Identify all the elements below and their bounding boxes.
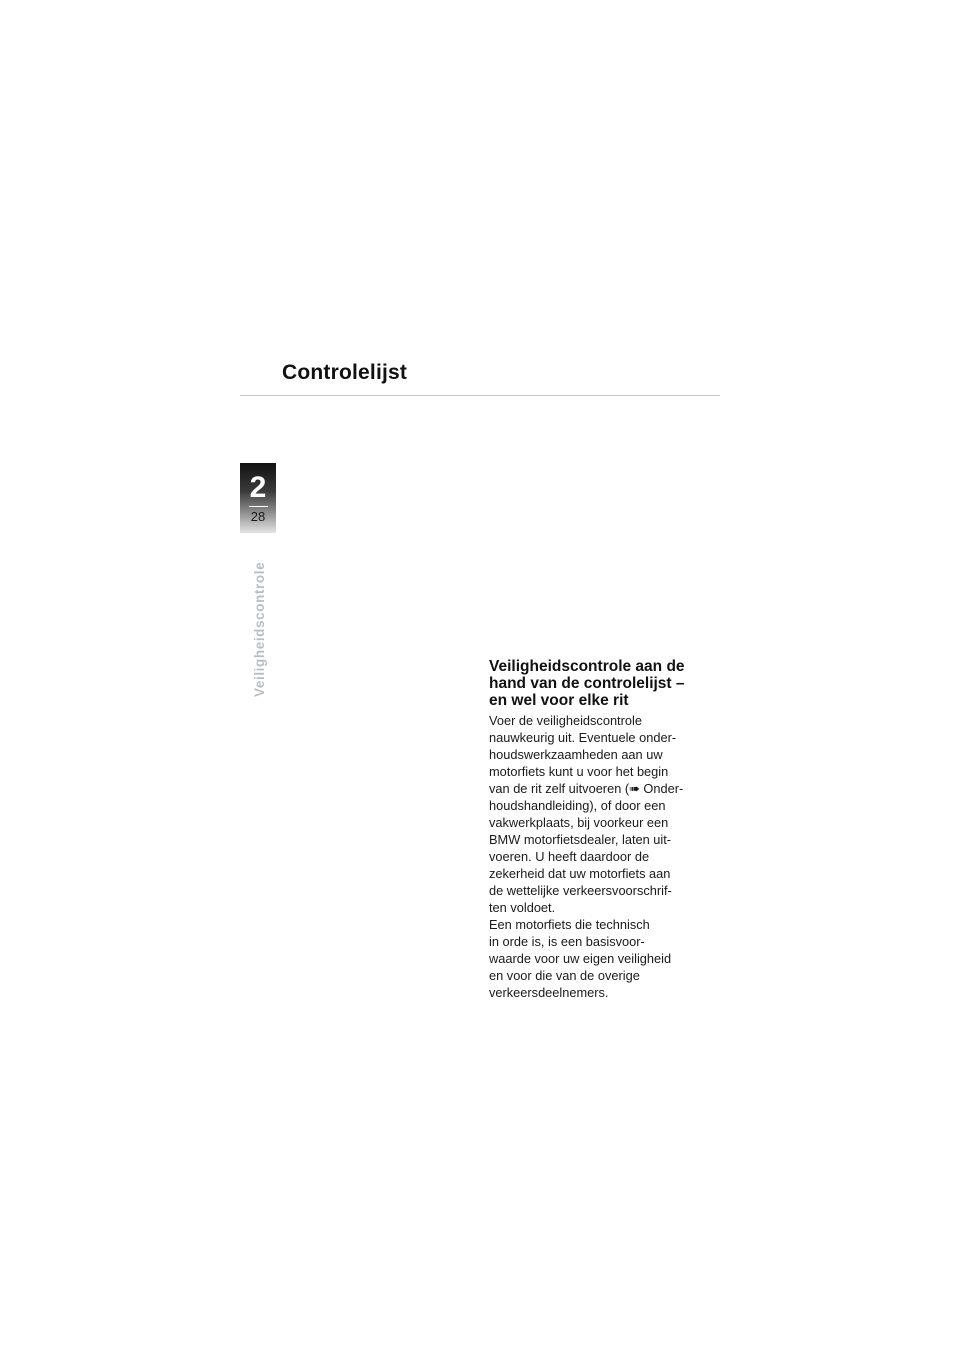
body-line: ten voldoet. [489, 900, 556, 915]
body-line: houdswerkzaamheden aan uw [489, 747, 663, 762]
chapter-divider [249, 506, 268, 507]
body-line: in orde is, is een basisvoor- [489, 934, 645, 949]
body-line: BMW motorfietsdealer, laten uit- [489, 832, 672, 847]
body-line: vakwerkplaats, bij voorkeur een [489, 815, 669, 830]
section-label: Veiligheidscontrole [252, 561, 267, 697]
body-line: waarde voor uw eigen veiligheid [489, 951, 672, 966]
section-heading-line: hand van de controlelijst – [489, 675, 685, 692]
section-heading [489, 658, 699, 709]
section-heading-line: en wel voor elke rit [489, 692, 629, 709]
body-line: van de rit zelf uitvoeren (➠ Onder- [489, 781, 684, 796]
section-body [489, 712, 699, 1001]
body-line: zekerheid dat uw motorfiets aan [489, 866, 671, 881]
chapter-tab [240, 463, 276, 533]
content-block [489, 658, 699, 1001]
body-line: nauwkeurig uit. Eventuele onder- [489, 730, 677, 745]
body-line: motorfiets kunt u voor het begin [489, 764, 669, 779]
body-line: voeren. U heeft daardoor de [489, 849, 650, 864]
body-line: Een motorfiets die technisch [489, 917, 650, 932]
page-number: 28 [250, 509, 266, 524]
chapter-number: 2 [249, 471, 267, 504]
body-line: houdshandleiding), of door een [489, 798, 666, 813]
title-divider [240, 395, 720, 396]
body-line: de wettelijke verkeersvoorschrif- [489, 883, 672, 898]
body-line: verkeersdeelnemers. [489, 985, 609, 1000]
page-title: Controlelijst [282, 361, 408, 384]
body-line: Voer de veiligheidscontrole [489, 713, 642, 728]
section-heading-line: Veiligheidscontrole aan de [489, 658, 685, 675]
body-line: en voor die van de overige [489, 968, 640, 983]
